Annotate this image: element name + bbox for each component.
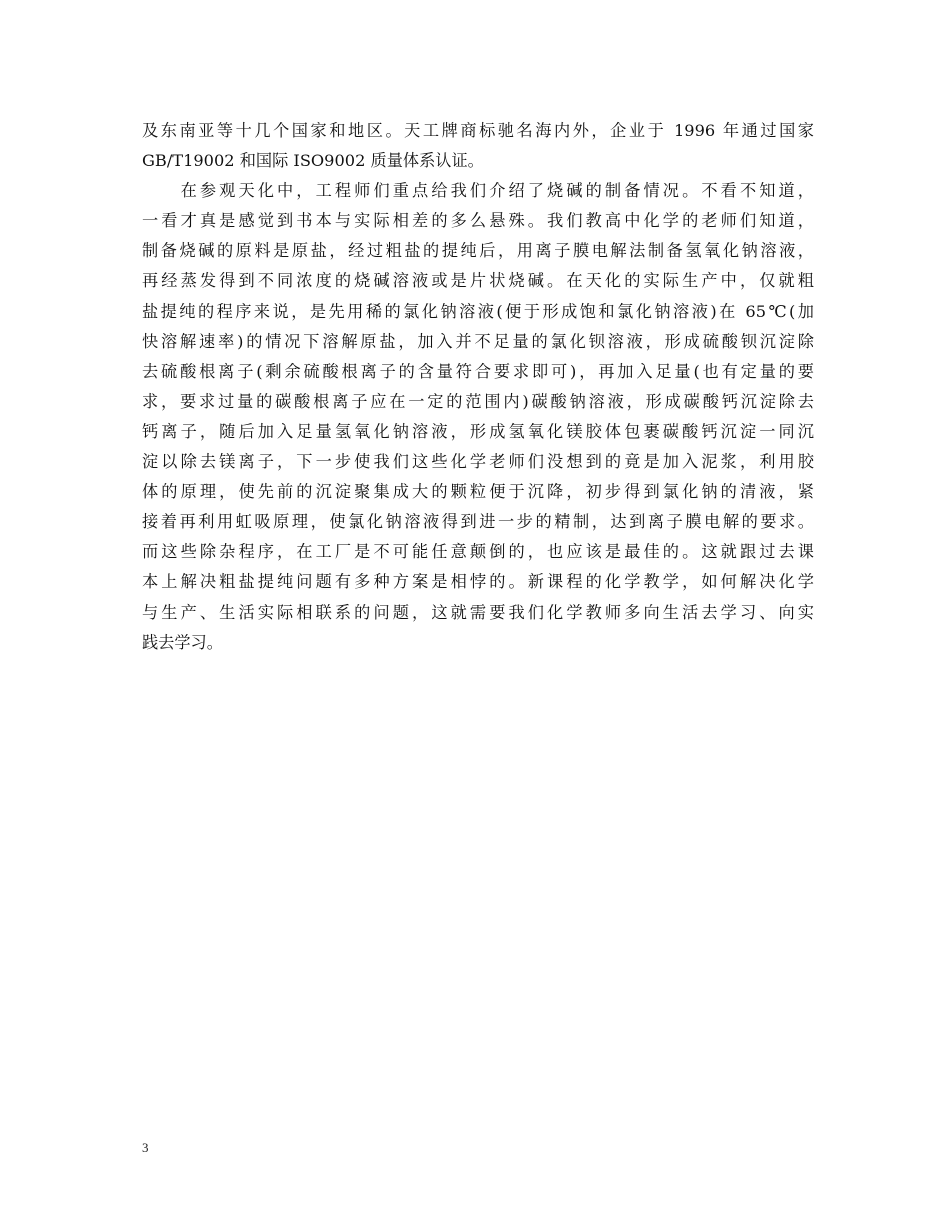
text-line: 钙离子，随后加入足量氢氧化钠溶液，形成氢氧化镁胶体包裹碳酸钙沉淀一同沉 <box>142 421 814 441</box>
text-line: 快溶解速率)的情况下溶解原盐，加入并不足量的氯化钡溶液，形成硫酸钡沉淀除 <box>142 331 814 351</box>
text-line: 再经蒸发得到不同浓度的烧碱溶液或是片状烧碱。在天化的实际生产中，仅就粗 <box>142 271 814 291</box>
text-line: 求，要求过量的碳酸根离子应在一定的范围内)碳酸钠溶液，形成碳酸钙沉淀除去 <box>142 391 814 411</box>
text-line: 接着再利用虹吸原理，使氯化钠溶液得到进一步的精制，达到离子膜电解的要求。 <box>142 512 814 532</box>
text-line: 淀以除去镁离子，下一步使我们这些化学老师们没想到的竟是加入泥浆，利用胶 <box>142 452 814 472</box>
text-line: 与生产、生活实际相联系的问题，这就需要我们化学教师多向生活去学习、向实 <box>142 602 814 622</box>
paragraph-2 <box>142 176 814 658</box>
text-line: 及东南亚等十几个国家和地区。天工牌商标驰名海内外，企业于 1996 年通过国家 <box>142 121 814 140</box>
text-line: 去硫酸根离子(剩余硫酸根离子的含量符合要求即可)，再加入足量(也有定量的要 <box>142 361 814 381</box>
text-line: 在参观天化中，工程师们重点给我们介绍了烧碱的制备情况。不看不知道， <box>142 181 814 201</box>
page-number: 3 <box>142 1140 149 1155</box>
text-line: 一看才真是感觉到书本与实际相差的多么悬殊。我们教高中化学的老师们知道， <box>142 211 814 231</box>
text-line: 践去学习。 <box>142 632 223 652</box>
text-line: 而这些除杂程序，在工厂是不可能任意颠倒的，也应该是最佳的。这就跟过去课 <box>142 542 814 562</box>
text-line: 盐提纯的程序来说，是先用稀的氯化钠溶液(便于形成饱和氯化钠溶液)在 65℃(加 <box>142 301 814 321</box>
document-body <box>142 116 814 658</box>
text-line: 体的原理，使先前的沉淀聚集成大的颗粒便于沉降，初步得到氯化钠的清液，紧 <box>142 482 814 502</box>
text-line: 制备烧碱的原料是原盐，经过粗盐的提纯后，用离子膜电解法制备氢氧化钠溶液， <box>142 241 814 261</box>
text-line: 本上解决粗盐提纯问题有多种方案是相悖的。新课程的化学教学，如何解决化学 <box>142 572 814 592</box>
text-line: GB/T19002 和国际 ISO9002 质量体系认证。 <box>142 151 484 171</box>
paragraph-1 <box>142 116 814 176</box>
